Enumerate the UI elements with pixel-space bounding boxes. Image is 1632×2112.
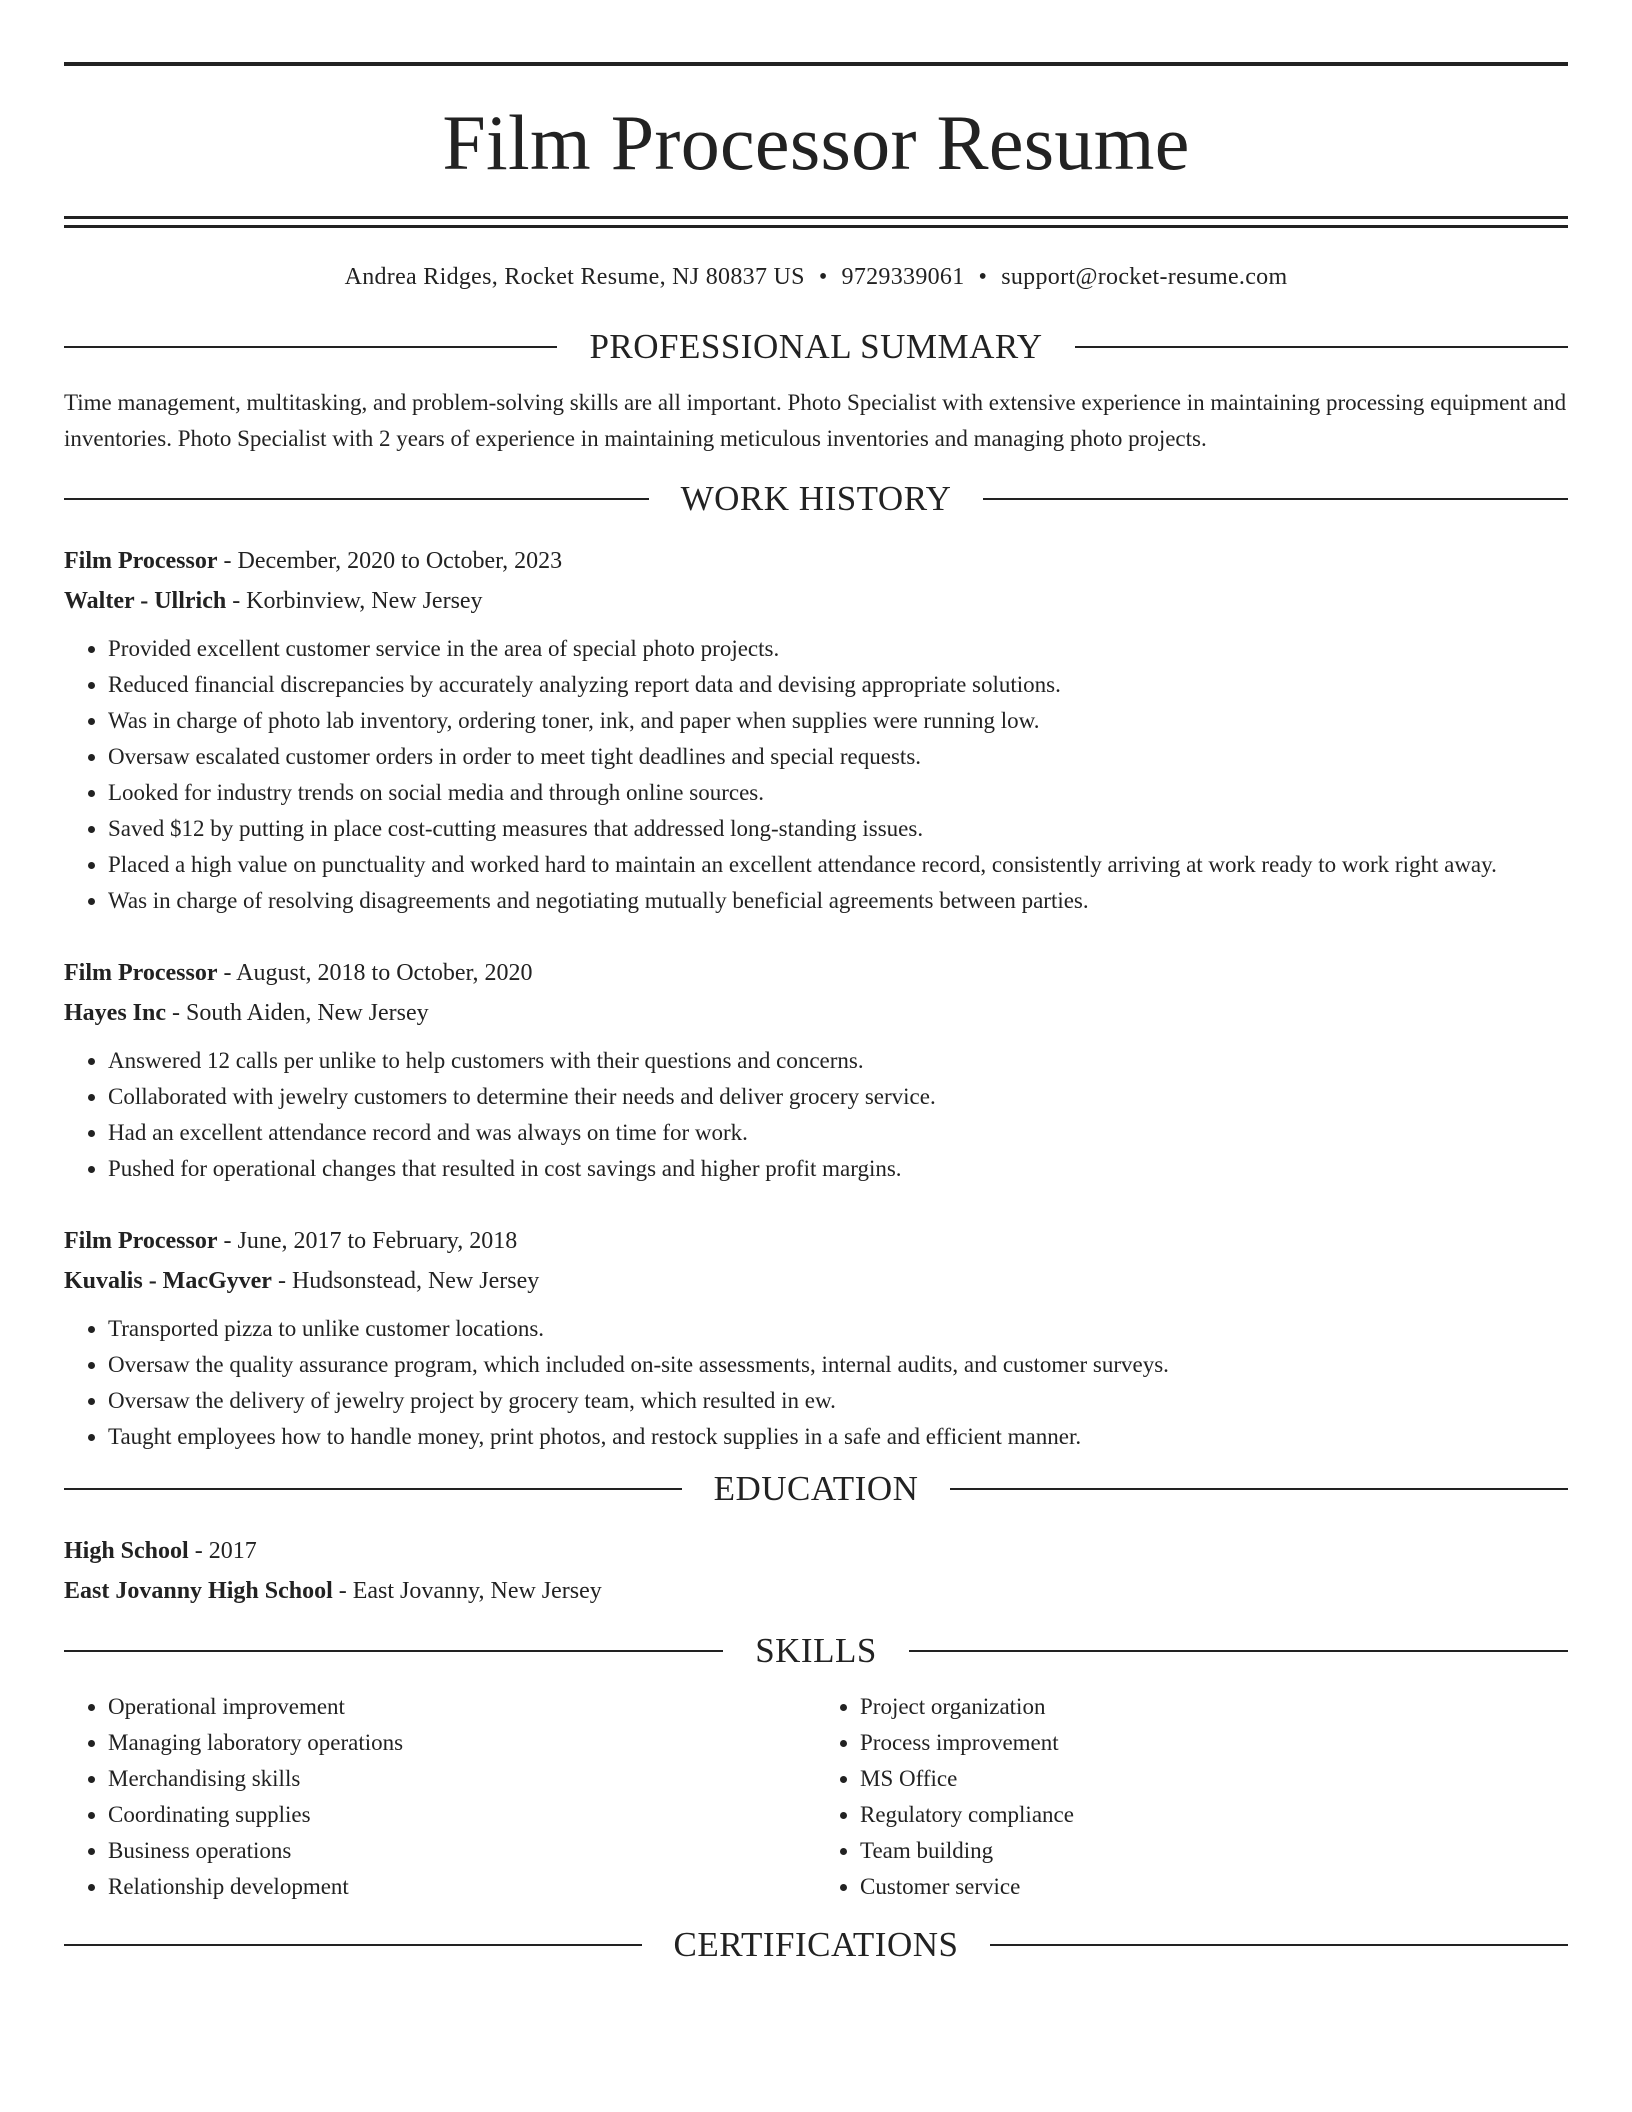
education-location: - East Jovanny, New Jersey [332, 1578, 602, 1604]
contact-separator: • [818, 264, 828, 290]
contact-email: support@rocket-resume.com [1001, 264, 1288, 290]
job-title: Film Processor [64, 548, 218, 574]
list-item: • Looked for industry trends on social media and through online sources. [108, 775, 1568, 811]
skill-item: • Project organization [860, 1689, 1568, 1725]
contact-separator: • [978, 264, 988, 290]
job-company-line [64, 581, 1568, 621]
list-item: • Had an excellent attendance record and was always on time for work. [108, 1115, 1568, 1151]
job-entry [64, 1221, 1568, 1455]
section-divider [1075, 346, 1568, 348]
section-title: SKILLS [755, 1631, 877, 1670]
list-item: • Was in charge of photo lab inventory, ordering toner, ink, and paper when supplies were running low. [108, 703, 1568, 739]
list-item: • Saved $12 by putting in place cost-cutting measures that addressed long-standing issues. [108, 811, 1568, 847]
job-entry [64, 953, 1568, 1187]
skill-item: • Managing laboratory operations [108, 1725, 816, 1761]
job-company: Walter - Ullrich [64, 588, 227, 614]
section-divider [64, 498, 649, 500]
job-dates: - August, 2018 to October, 2020 [217, 960, 533, 986]
section-header-certifications [64, 1925, 1568, 1965]
job-bullets [64, 1311, 1568, 1455]
job-title: Film Processor [64, 1228, 218, 1254]
list-item: • Answered 12 calls per unlike to help customers with their questions and concerns. [108, 1043, 1568, 1079]
skills-list-right [816, 1689, 1568, 1905]
job-dates: - June, 2017 to February, 2018 [217, 1228, 518, 1254]
section-divider [983, 498, 1568, 500]
education-school: East Jovanny High School [64, 1578, 333, 1604]
education-year: - 2017 [188, 1538, 257, 1564]
contact-line [64, 264, 1568, 291]
skill-item: • Customer service [860, 1869, 1568, 1905]
education-entry [64, 1531, 1568, 1611]
list-item: • Collaborated with jewelry customers to determine their needs and deliver grocery service. [108, 1079, 1568, 1115]
section-divider [64, 1650, 723, 1652]
education-degree-line [64, 1531, 1568, 1571]
job-bullets [64, 631, 1568, 919]
section-divider [64, 1488, 682, 1490]
section-title: CERTIFICATIONS [673, 1925, 959, 1964]
section-header-summary [64, 327, 1568, 367]
list-item: • Provided excellent customer service in the area of special photo projects. [108, 631, 1568, 667]
top-rule [64, 62, 1568, 66]
list-item: • Oversaw the delivery of jewelry project by grocery team, which resulted in ew. [108, 1383, 1568, 1419]
contact-phone: 9729339061 [841, 264, 965, 290]
list-item: • Transported pizza to unlike customer locations. [108, 1311, 1568, 1347]
section-header-skills [64, 1631, 1568, 1671]
job-title: Film Processor [64, 960, 218, 986]
section-title: PROFESSIONAL SUMMARY [589, 327, 1043, 366]
list-item: • Placed a high value on punctuality and worked hard to maintain an excellent attendance record, consistently arriving at work ready to work right away. [108, 847, 1568, 883]
job-location: - Korbinview, New Jersey [226, 588, 483, 614]
job-entry [64, 541, 1568, 919]
resume-title: Film Processor Resume [442, 99, 1190, 186]
skills-list-left [64, 1689, 816, 1905]
job-title-line [64, 953, 1568, 993]
education-school-line [64, 1571, 1568, 1611]
section-title: EDUCATION [713, 1469, 919, 1508]
skill-item: • Coordinating supplies [108, 1797, 816, 1833]
skill-item: • Merchandising skills [108, 1761, 816, 1797]
job-location: - South Aiden, New Jersey [166, 1000, 429, 1026]
section-title: WORK HISTORY [680, 479, 952, 518]
job-company-line [64, 1261, 1568, 1301]
skill-item: • Regulatory compliance [860, 1797, 1568, 1833]
job-title-line [64, 1221, 1568, 1261]
list-item: • Pushed for operational changes that resulted in cost savings and higher profit margins. [108, 1151, 1568, 1187]
skill-item: • Team building [860, 1833, 1568, 1869]
double-rule [64, 216, 1568, 228]
contact-address: Andrea Ridges, Rocket Resume, NJ 80837 US [344, 264, 805, 290]
education-degree: High School [64, 1538, 189, 1564]
job-title-line [64, 541, 1568, 581]
job-company: Kuvalis - MacGyver [64, 1268, 272, 1294]
skill-item: • Operational improvement [108, 1689, 816, 1725]
skill-item: • MS Office [860, 1761, 1568, 1797]
skill-item: • Relationship development [108, 1869, 816, 1905]
section-header-work [64, 479, 1568, 519]
job-dates: - December, 2020 to October, 2023 [217, 548, 563, 574]
section-divider [950, 1488, 1568, 1490]
list-item: • Reduced financial discrepancies by accurately analyzing report data and devising appropriate solutions. [108, 667, 1568, 703]
job-company: Hayes Inc [64, 1000, 166, 1026]
list-item: • Was in charge of resolving disagreements and negotiating mutually beneficial agreements between parties. [108, 883, 1568, 919]
summary-paragraph: Time management, multitasking, and problem-solving skills are all important. Photo Specialist with extensive experience in maintaining processing equipment and inventories. Photo Specialist with 2 years of experience in maintaining meticulous inventories and managing photo projects. [64, 390, 1567, 451]
job-location: - Hudsonstead, New Jersey [271, 1268, 540, 1294]
section-divider [909, 1650, 1568, 1652]
job-bullets [64, 1043, 1568, 1187]
section-divider [64, 1944, 642, 1946]
section-divider [990, 1944, 1568, 1946]
job-company-line [64, 993, 1568, 1033]
skill-item: • Business operations [108, 1833, 816, 1869]
skill-item: • Process improvement [860, 1725, 1568, 1761]
section-divider [64, 346, 557, 348]
list-item: • Oversaw escalated customer orders in order to meet tight deadlines and special requests. [108, 739, 1568, 775]
list-item: • Oversaw the quality assurance program, which included on-site assessments, internal audits, and customer surveys. [108, 1347, 1568, 1383]
skills-columns [64, 1689, 1568, 1905]
list-item: • Taught employees how to handle money, print photos, and restock supplies in a safe and efficient manner. [108, 1419, 1568, 1455]
section-header-education [64, 1469, 1568, 1509]
